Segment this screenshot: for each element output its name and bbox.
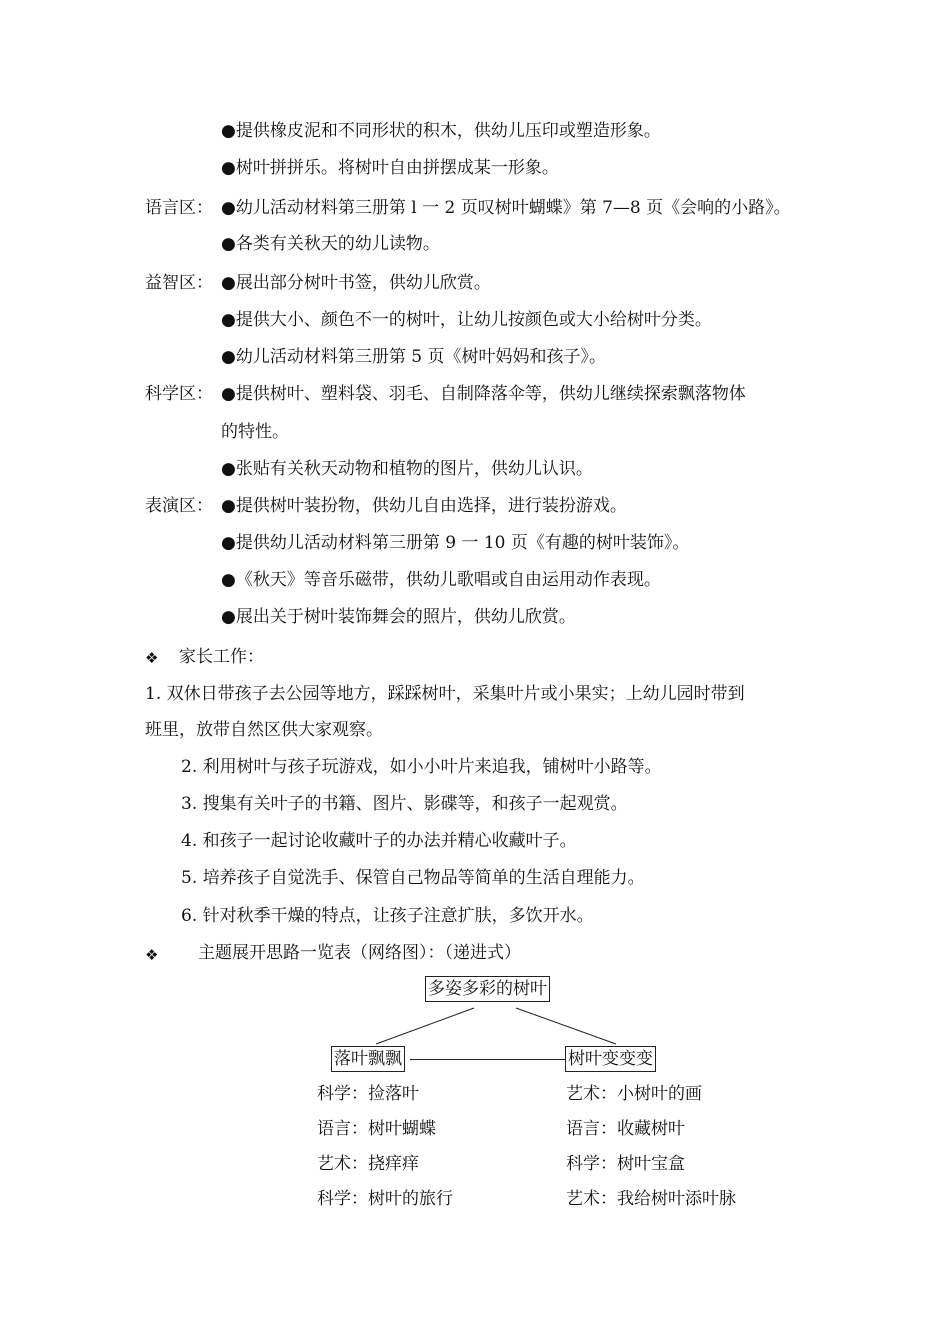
area-item: ●提供幼儿活动材料第三册第 9 一 10 页《有趣的树叶装饰》。 xyxy=(221,533,690,553)
area-item: ●幼儿活动材料第三册第 l 一 2 页叹树叶蝴蝶》第 7—8 页《会响的小路》。 xyxy=(221,198,791,218)
area-label: 科学区： xyxy=(145,384,213,404)
right-activity: 语言：收藏树叶 xyxy=(566,1119,685,1139)
parent-work-item: 5. 培养孩子自觉洗手、保管自己物品等简单的生活自理能力。 xyxy=(181,868,645,888)
area-item: ●提供树叶、塑料袋、羽毛、自制降落伞等，供幼儿继续探索飘落物体 xyxy=(221,384,746,404)
left-activity: 科学：树叶的旅行 xyxy=(317,1189,453,1209)
parent-work-item: 班里，放带自然区供大家观察。 xyxy=(145,720,383,740)
right-activity: 科学：树叶宝盒 xyxy=(566,1154,685,1174)
area-item: ●张贴有关秋天动物和植物的图片，供幼儿认识。 xyxy=(221,459,593,479)
area-item: ●《秋天》等音乐磁带，供幼儿歌唱或自由运用动作表现。 xyxy=(221,570,661,590)
root-node: 多姿多彩的树叶 xyxy=(425,976,550,1002)
area-item: ●展出关于树叶装饰舞会的照片，供幼儿欣赏。 xyxy=(221,607,576,627)
parent-work-item: 3. 搜集有关叶子的书籍、图片、影碟等，和孩子一起观赏。 xyxy=(181,794,628,814)
area-item: ●提供橡皮泥和不同形状的积木，供幼儿压印或塑造形象。 xyxy=(221,121,661,141)
bullet-icon: ❖ xyxy=(145,946,159,964)
parent-work-item: 2. 利用树叶与孩子玩游戏，如小小叶片来追我，铺树叶小路等。 xyxy=(181,757,662,777)
parent-work-item: 6. 针对秋季干燥的特点，让孩子注意扩肤，多饮开水。 xyxy=(181,906,594,926)
area-label: 语言区： xyxy=(145,198,213,218)
area-item: ●各类有关秋天的幼儿读物。 xyxy=(221,234,440,254)
area-item: 的特性。 xyxy=(221,422,289,442)
left-activity: 语言：树叶蝴蝶 xyxy=(317,1119,436,1139)
parent-work-item: 1. 双休日带孩子去公园等地方，踩踩树叶，采集叶片或小果实；上幼儿园时带到 xyxy=(145,684,745,704)
bullet-icon: ❖ xyxy=(145,649,159,667)
branch-connector-dash xyxy=(410,1059,566,1060)
area-label: 益智区： xyxy=(145,273,213,293)
area-item: ●树叶拼拼乐。将树叶自由拼摆成某一形象。 xyxy=(221,158,559,178)
section-heading: 主题展开思路一览表（网络图）：（递进式） xyxy=(198,943,521,963)
left-activity: 艺术：挠痒痒 xyxy=(317,1154,419,1174)
parent-work-item: 4. 和孩子一起讨论收藏叶子的办法并精心收藏叶子。 xyxy=(181,831,577,851)
right-branch-node: 树叶变变变 xyxy=(565,1046,656,1072)
right-activity: 艺术：我给树叶添叶脉 xyxy=(566,1189,736,1209)
area-item: ●提供树叶装扮物，供幼儿自由选择，进行装扮游戏。 xyxy=(221,496,627,516)
section-heading: 家长工作： xyxy=(179,647,264,667)
area-item: ●展出部分树叶书签，供幼儿欣赏。 xyxy=(221,273,491,293)
left-activity: 科学：捡落叶 xyxy=(317,1084,419,1104)
area-item: ●幼儿活动材料第三册第 5 页《树叶妈妈和孩子》。 xyxy=(221,347,606,367)
area-item: ●提供大小、颜色不一的树叶，让幼儿按颜色或大小给树叶分类。 xyxy=(221,310,712,330)
area-label: 表演区： xyxy=(145,496,213,516)
right-activity: 艺术：小树叶的画 xyxy=(566,1084,702,1104)
left-branch-node: 落叶飘飘 xyxy=(331,1046,405,1072)
